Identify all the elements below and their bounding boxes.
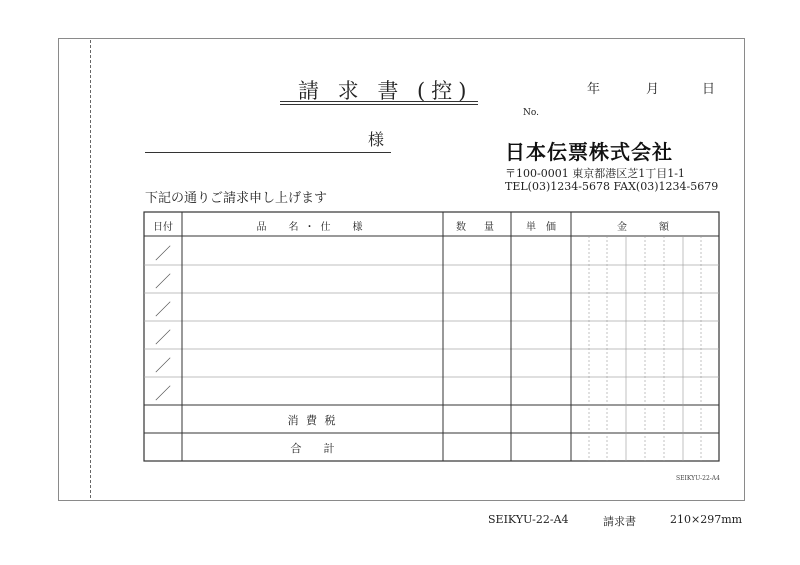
number-label: No. — [523, 108, 539, 118]
company-address: 〒100-0001 東京都港区芝1丁目1-1 — [505, 167, 685, 180]
month-label: 月 — [646, 82, 660, 97]
total-label: 合 計 — [290, 442, 335, 455]
company-name: 日本伝票株式会社 — [505, 140, 673, 164]
date-mark: ／ — [154, 300, 171, 319]
date-mark: ／ — [154, 244, 171, 263]
lead-text: 下記の通りご請求申し上げます — [145, 191, 328, 206]
date-mark: ／ — [154, 328, 171, 347]
company-phone-fax: TEL(03)1234-5678 FAX(03)1234-5679 — [505, 180, 719, 193]
form-code-small: SEIKYU-22-A4 — [676, 475, 720, 482]
date-mark: ／ — [154, 384, 171, 403]
date-mark: ／ — [154, 356, 171, 375]
header-quantity: 数 量 — [456, 222, 498, 233]
date-mark: ／ — [154, 272, 171, 291]
footer-code: SEIKYU-22-A4 — [488, 513, 569, 526]
header-unit-price: 単 価 — [526, 222, 556, 233]
footer-name: 請求書 — [603, 515, 636, 528]
header-item: 品 名・仕 様 — [256, 222, 369, 233]
day-label: 日 — [702, 82, 716, 97]
tax-label: 消 費 税 — [287, 414, 338, 427]
header-date: 日付 — [153, 222, 173, 233]
footer-size: 210×297mm — [670, 513, 743, 526]
form-title: 請 求 書 (控) — [298, 79, 473, 103]
header-amount: 金 額 — [617, 222, 673, 233]
recipient-suffix: 様 — [368, 130, 385, 149]
year-label: 年 — [587, 82, 601, 97]
